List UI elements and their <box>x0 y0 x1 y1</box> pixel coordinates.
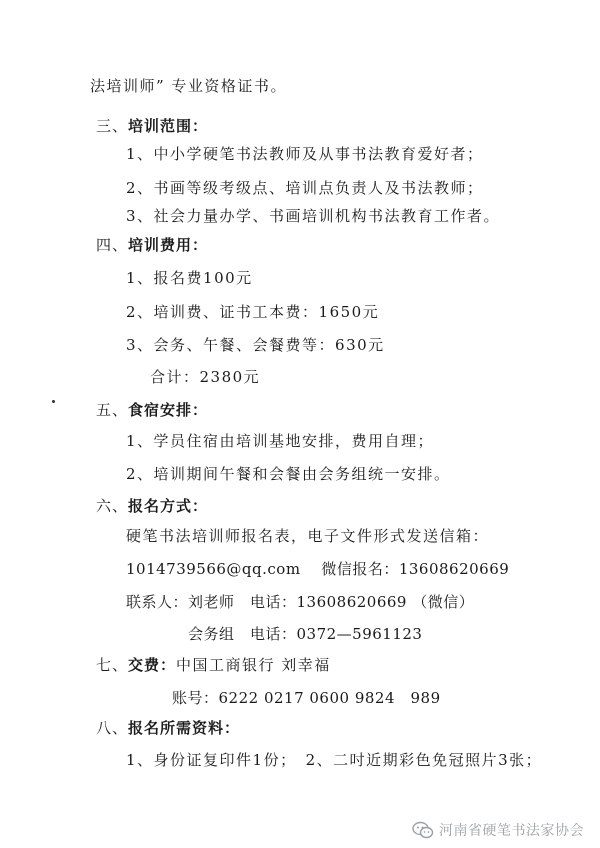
section-heading-scope <box>96 116 208 136</box>
watermark <box>412 820 584 840</box>
register-email-line: 1014739566@qq.com 微信报名：13608620669 <box>126 560 510 578</box>
list-item: 2、书画等级考级点、培训点负责人及书法教师； <box>126 179 484 197</box>
section-heading-lodging <box>96 400 208 420</box>
wechat-icon <box>412 821 434 839</box>
list-item: 1、中小学硬笔书法教师及从事书法教育爱好者； <box>126 145 484 163</box>
intro-line: 法培训师” 专业资格证书。 <box>90 77 287 95</box>
list-item: 2、培训期间午餐和会餐由会务组统一安排。 <box>126 465 451 483</box>
section-title: 交费： <box>128 656 177 674</box>
section-number: 三、 <box>96 117 129 135</box>
register-contact-line: 联系人：刘老师 电话：13608620669 （微信） <box>126 593 475 611</box>
section-title: 培训范围： <box>128 117 209 135</box>
section-title: 培训费用： <box>128 236 209 254</box>
register-office-line: 会务组 电话：0372—5961123 <box>188 625 423 643</box>
section-title: 报名所需资料： <box>128 719 241 737</box>
section-title: 报名方式： <box>128 497 209 515</box>
section-heading-payment <box>96 655 331 675</box>
list-item: 1、报名费100元 <box>126 269 253 287</box>
section-number: 四、 <box>96 236 129 254</box>
section-heading-fees <box>96 235 208 255</box>
list-item: 2、培训费、证书工本费：1650元 <box>126 303 380 321</box>
list-item: 3、会务、午餐、会餐费等：630元 <box>126 336 385 354</box>
register-line: 硬笔书法培训师报名表，电子文件形式发送信箱： <box>126 527 490 545</box>
payment-bank: 中国工商银行 刘幸福 <box>176 656 331 674</box>
fees-total: 合计：2380元 <box>150 368 261 386</box>
payment-account: 账号：6222 0217 0600 9824 989 <box>172 689 441 707</box>
scan-speck <box>52 400 55 403</box>
section-number: 六、 <box>96 497 129 515</box>
section-number: 八、 <box>96 719 129 737</box>
watermark-text: 河南省硬笔书法家协会 <box>439 823 584 839</box>
section-number: 七、 <box>96 656 129 674</box>
section-heading-materials <box>96 718 240 738</box>
section-heading-register <box>96 496 208 516</box>
section-number: 五、 <box>96 401 129 419</box>
list-item: 1、学员住宿由培训基地安排，费用自理； <box>126 432 435 450</box>
list-item: 3、社会力量办学、书画培训机构书法教育工作者。 <box>126 207 501 225</box>
list-item: 1、身份证复印件1份； 2、二吋近期彩色免冠照片3张； <box>126 751 543 769</box>
section-title: 食宿安排： <box>128 401 209 419</box>
